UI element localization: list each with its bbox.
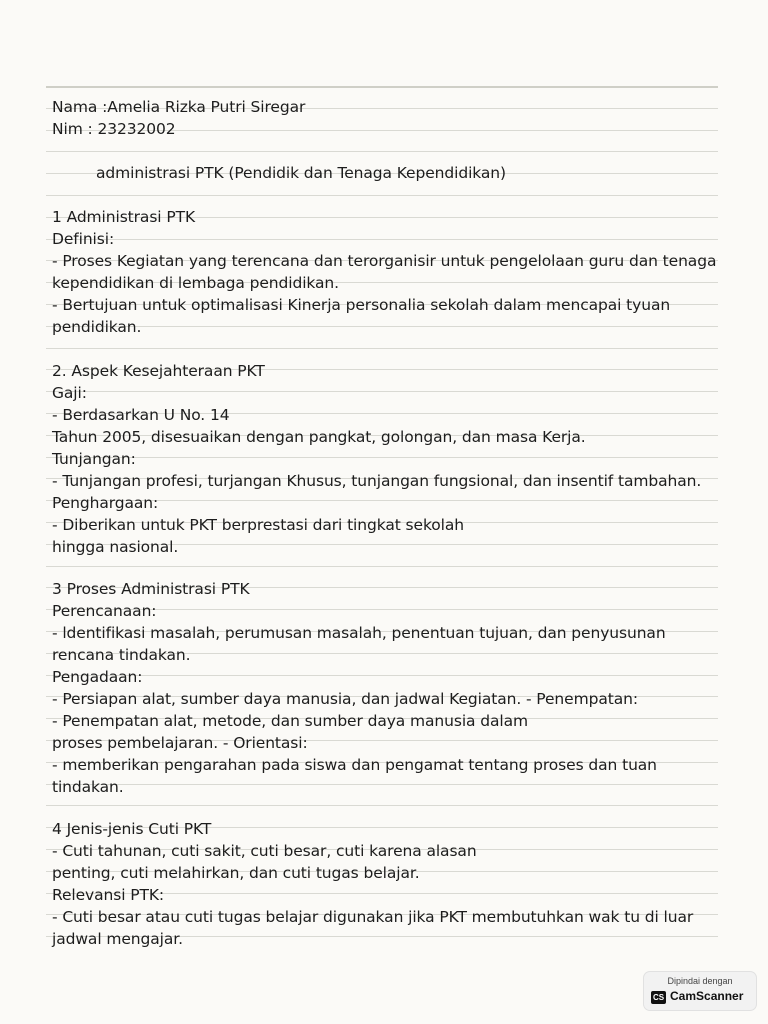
body-line: - Persiapan alat, sumber daya manusia, dan jadwal Kegiatan. - Penempatan: bbox=[52, 690, 638, 708]
document-title: administrasi PTK (Pendidik dan Tenaga Kependidikan) bbox=[96, 164, 506, 182]
section-heading-3: 3 Proses Administrasi PTK bbox=[52, 580, 250, 598]
body-line: - Berdasarkan U No. 14 bbox=[52, 406, 230, 424]
ruled-line bbox=[46, 784, 718, 785]
ruled-line bbox=[46, 151, 718, 152]
subheading-perencanaan: Perencanaan: bbox=[52, 602, 157, 620]
body-line: proses pembelajaran. - Orientasi: bbox=[52, 734, 308, 752]
ruled-line bbox=[46, 86, 718, 88]
subheading-definisi: Definisi: bbox=[52, 230, 115, 248]
body-line: rencana tindakan. bbox=[52, 646, 191, 664]
nim-line: Nim : 23232002 bbox=[52, 120, 176, 138]
body-line: tindakan. bbox=[52, 778, 124, 796]
camscanner-logo-icon: CS bbox=[652, 993, 665, 1002]
ruled-line bbox=[46, 457, 718, 458]
body-line: - Bertujuan untuk optimalisasi Kinerja personalia sekolah dalam mencapai tyuan bbox=[52, 296, 671, 314]
body-line: - Tunjangan profesi, turjangan Khusus, tunjangan fungsional, dan insentif tambahan. bbox=[52, 472, 702, 490]
subheading-gaji: Gaji: bbox=[52, 384, 87, 402]
body-line: - memberikan pengarahan pada siswa dan pengamat tentang proses dan tuan bbox=[52, 756, 657, 774]
body-line: Tahun 2005, disesuaikan dengan pangkat, golongan, dan masa Kerja. bbox=[52, 428, 586, 446]
subheading-tunjangan: Tunjangan: bbox=[52, 450, 136, 468]
ruled-line bbox=[46, 566, 718, 567]
body-line: - Diberikan untuk PKT berprestasi dari tingkat sekolah bbox=[52, 516, 464, 534]
ruled-line bbox=[46, 391, 718, 392]
body-line: - Cuti besar atau cuti tugas belajar digunakan jika PKT membutuhkan wak tu di luar bbox=[52, 908, 694, 926]
camscanner-badge bbox=[644, 972, 756, 1010]
section-heading-4: 4 Jenis-jenis Cuti PKT bbox=[52, 820, 212, 838]
body-line: kependidikan di lembaga pendidikan. bbox=[52, 274, 339, 292]
subheading-penghargaan: Penghargaan: bbox=[52, 494, 159, 512]
body-line: - Cuti tahunan, cuti sakit, cuti besar, cuti karena alasan bbox=[52, 842, 477, 860]
ruled-line bbox=[46, 195, 718, 196]
ruled-line bbox=[46, 326, 718, 327]
body-line: - Penempatan alat, metode, dan sumber daya manusia dalam bbox=[52, 712, 529, 730]
section-heading-2: 2. Aspek Kesejahteraan PKT bbox=[52, 362, 265, 380]
body-line: jadwal mengajar. bbox=[52, 930, 183, 948]
body-line: - Proses Kegiatan yang terencana dan terorganisir untuk pengelolaan guru dan tenaga bbox=[52, 252, 717, 270]
body-line: pendidikan. bbox=[52, 318, 142, 336]
subheading-relevansi: Relevansi PTK: bbox=[52, 886, 165, 904]
badge-caption: Dipindai dengan bbox=[667, 976, 733, 986]
section-heading-1: 1 Administrasi PTK bbox=[52, 208, 196, 226]
body-line: penting, cuti melahirkan, dan cuti tugas belajar. bbox=[52, 864, 420, 882]
ruled-line bbox=[46, 348, 718, 349]
subheading-pengadaan: Pengadaan: bbox=[52, 668, 143, 686]
ruled-line bbox=[46, 805, 718, 806]
name-line: Nama :Amelia Rizka Putri Siregar bbox=[52, 98, 306, 116]
badge-app-name: CamScanner bbox=[670, 989, 744, 1003]
body-line: hingga nasional. bbox=[52, 538, 179, 556]
body-line: - ldentifikasi masalah, perumusan masalah, penentuan tujuan, dan penyusunan bbox=[52, 624, 666, 642]
ruled-line bbox=[46, 675, 718, 676]
ruled-line bbox=[46, 239, 718, 240]
